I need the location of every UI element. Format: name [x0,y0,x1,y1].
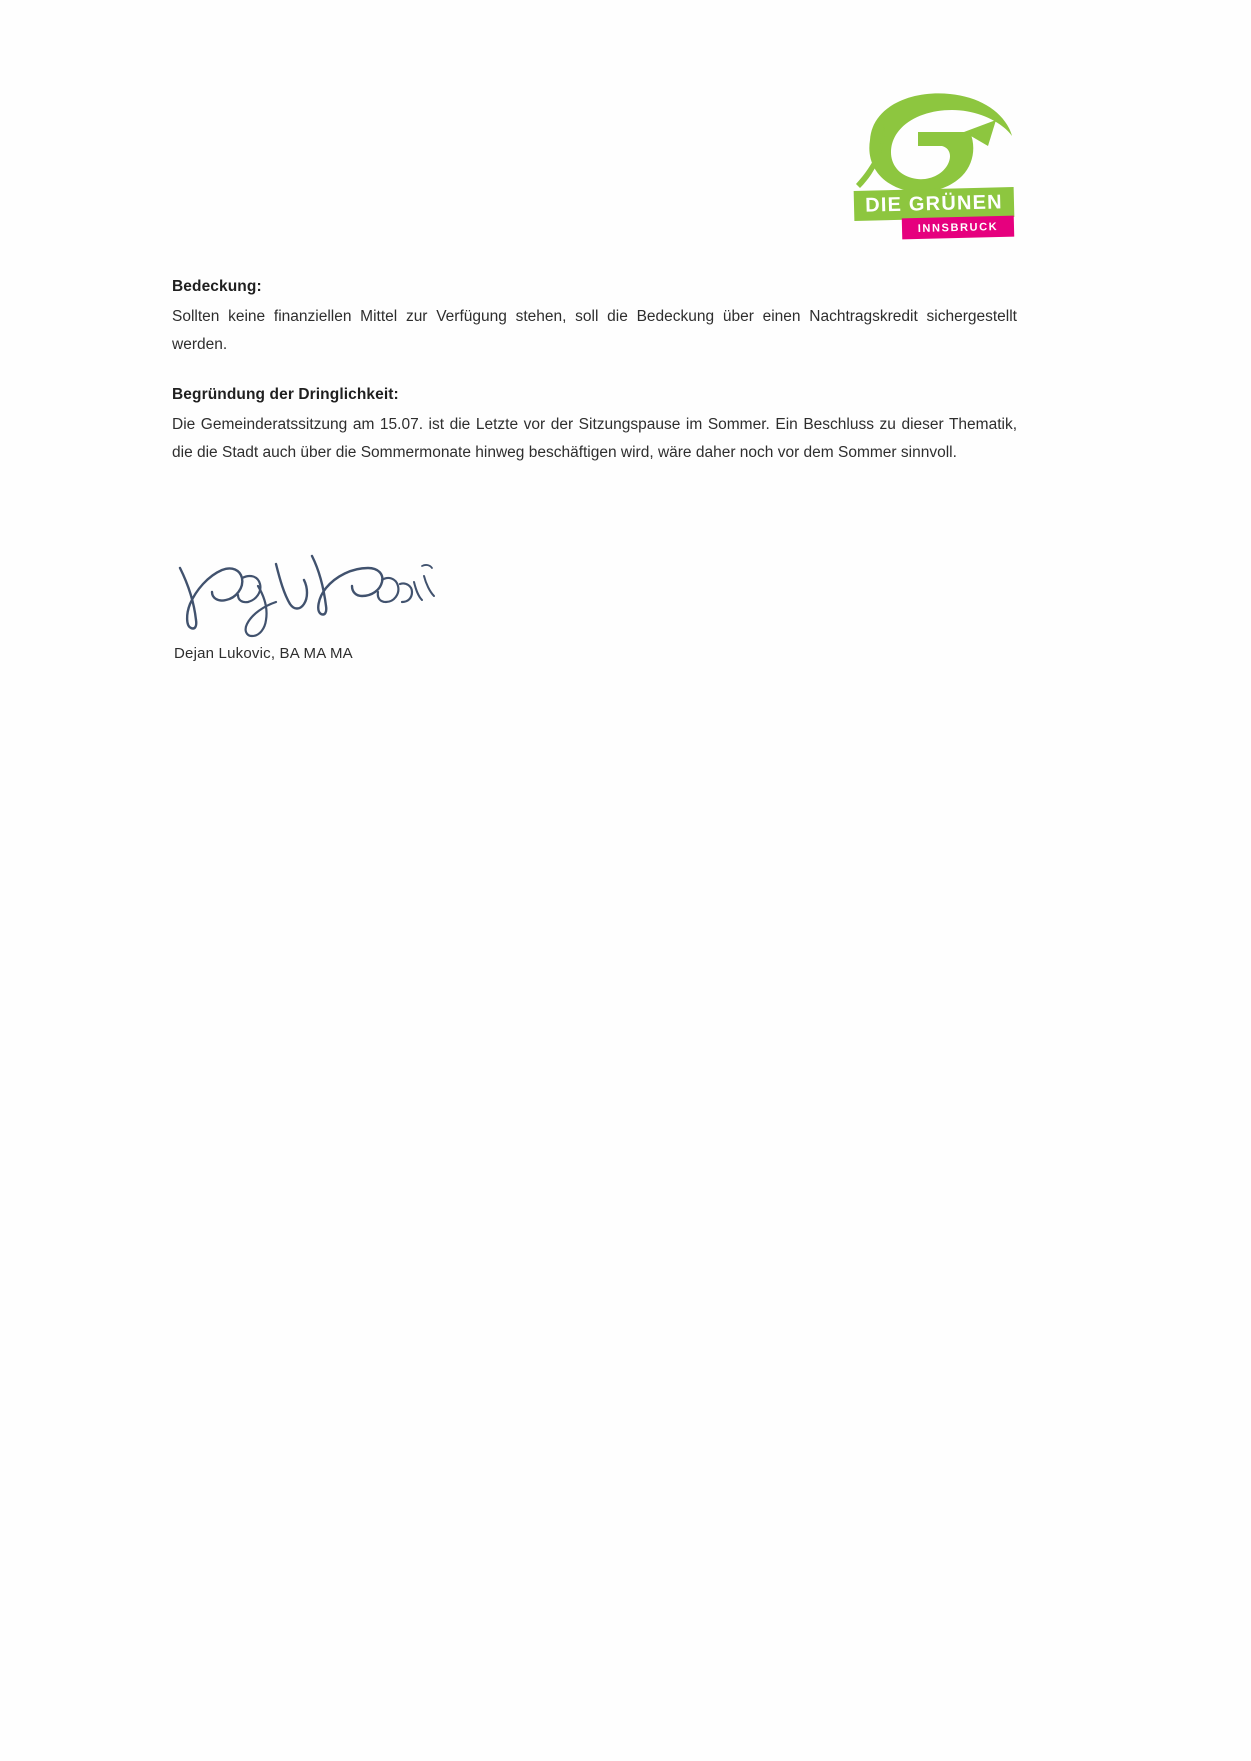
section-paragraph: Die Gemeinderatssitzung am 15.07. ist die Letzte vor der Sitzungspause im Sommer. Ein Beschluss zu dieser Thematik, die die Stadt auch über die Sommermonate hinweg beschäftigen wird, wäre daher noch vor dem Sommer sinnvoll. [172,416,1017,461]
logo-die-gruenen-innsbruck [846,88,1016,243]
section-bedeckung [172,278,1017,358]
section-heading: Begründung der Dringlichkeit: [172,386,399,404]
logo-pink-banner [902,216,1014,240]
section-begruendung-der-dringlichkeit [172,386,1017,466]
signature-name: Dejan Lukovic, BA MA MA [174,645,353,662]
section-heading: Bedeckung: [172,278,262,295]
handwritten-signature-icon [172,540,472,650]
logo-pink-label: INNSBRUCK [917,220,999,235]
logo-green-label: DIE GRÜNEN [864,190,1004,217]
green-g-swoosh-icon [846,88,1016,198]
section-paragraph: Sollten keine finanziellen Mittel zur Verfügung stehen, soll die Bedeckung über einen Nachtragskredit sichergestellt werden. [172,308,1017,353]
document-body [172,278,1017,466]
